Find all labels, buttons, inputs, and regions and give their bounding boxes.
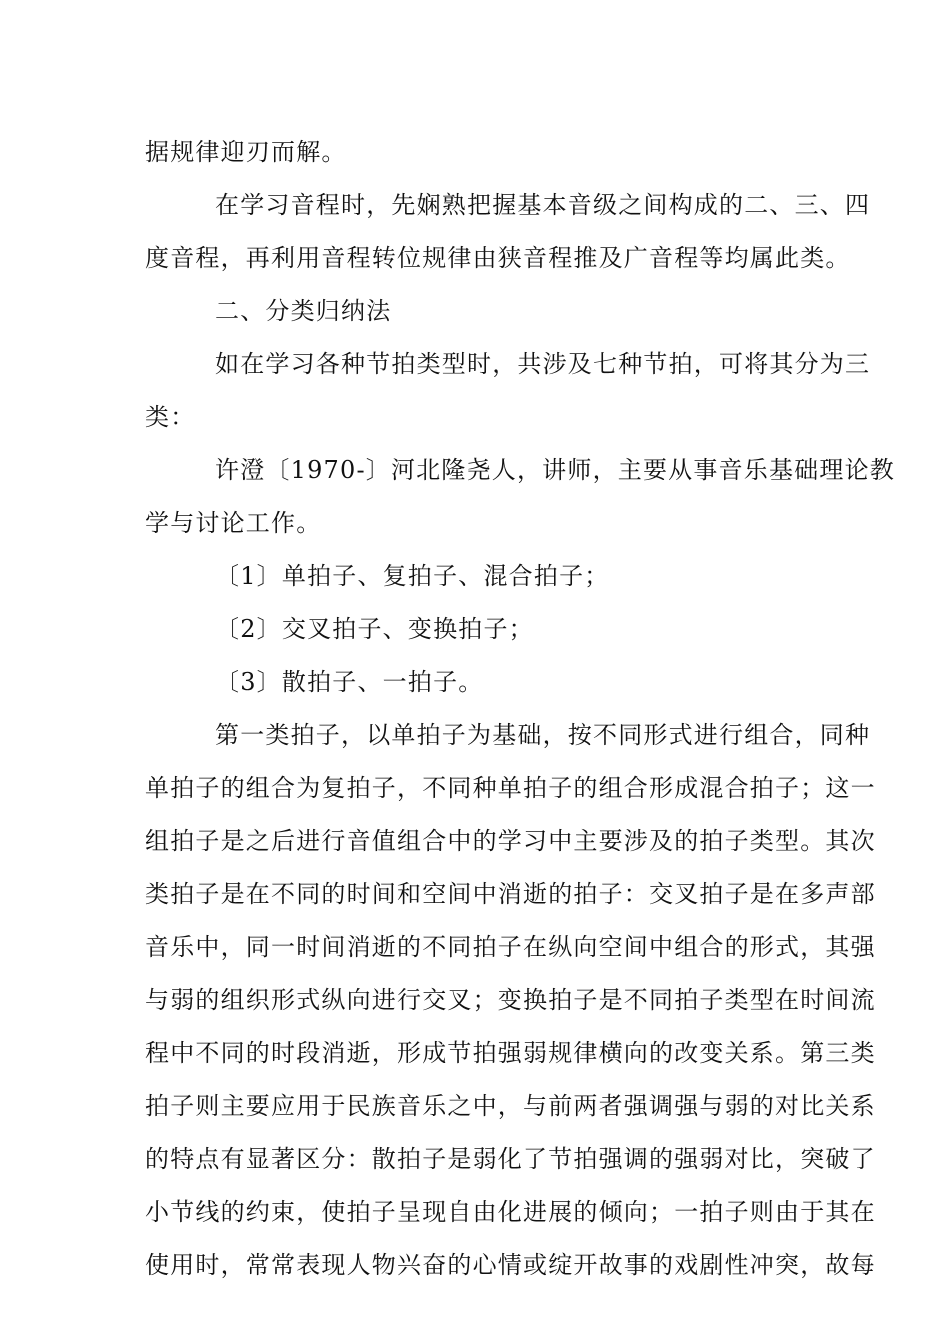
text-line: 组拍子是之后进行音值组合中的学习中主要涉及的拍子类型。其次 [145, 827, 876, 855]
text-line: 类拍子是在不同的时间和空间中消逝的拍子：交叉拍子是在多声部 [145, 880, 876, 908]
text-line: 度音程，再利用音程转位规律由狭音程推及广音程等均属此类。 [145, 244, 851, 272]
section-heading: 二、分类归纳法 [215, 297, 392, 325]
text-line: 据规律迎刃而解。 [145, 138, 347, 166]
author-note-line: 学与讨论工作。 [145, 509, 322, 537]
text-line: 单拍子的组合为复拍子，不同种单拍子的组合形成混合拍子；这一 [145, 774, 876, 802]
list-item: 〔2〕交叉拍子、变换拍子； [215, 615, 534, 643]
text-line: 程中不同的时段消逝，形成节拍强弱规律横向的改变关系。第三类 [145, 1039, 876, 1067]
text-line: 类： [145, 403, 196, 431]
list-item: 〔3〕散拍子、一拍子。 [215, 668, 484, 696]
paragraph-first-line: 如在学习各种节拍类型时，共涉及七种节拍，可将其分为三 [215, 350, 871, 378]
body-text [145, 126, 895, 1292]
text-line: 使用时，常常表现人物兴奋的心情或绽开故事的戏剧性冲突，故每 [145, 1251, 876, 1279]
text-line: 小节线的约束，使拍子呈现自由化进展的倾向；一拍子则由于其在 [145, 1198, 876, 1226]
text-line: 音乐中，同一时间消逝的不同拍子在纵向空间中组合的形式，其强 [145, 933, 876, 961]
text-line: 与弱的组织形式纵向进行交叉；变换拍子是不同拍子类型在时间流 [145, 986, 876, 1014]
paragraph-first-line: 第一类拍子，以单拍子为基础，按不同形式进行组合，同种 [215, 721, 871, 749]
text-line: 拍子则主要应用于民族音乐之中，与前两者强调强与弱的对比关系 [145, 1092, 876, 1120]
text-line: 的特点有显著区分：散拍子是弱化了节拍强调的强弱对比，突破了 [145, 1145, 876, 1173]
list-item: 〔1〕单拍子、复拍子、混合拍子； [215, 562, 610, 590]
paragraph-first-line: 在学习音程时，先娴熟把握基本音级之间构成的二、三、四 [215, 191, 871, 219]
author-note-first-line: 许澄〔1970-〕河北隆尧人，讲师，主要从事音乐基础理论教 [215, 456, 895, 484]
